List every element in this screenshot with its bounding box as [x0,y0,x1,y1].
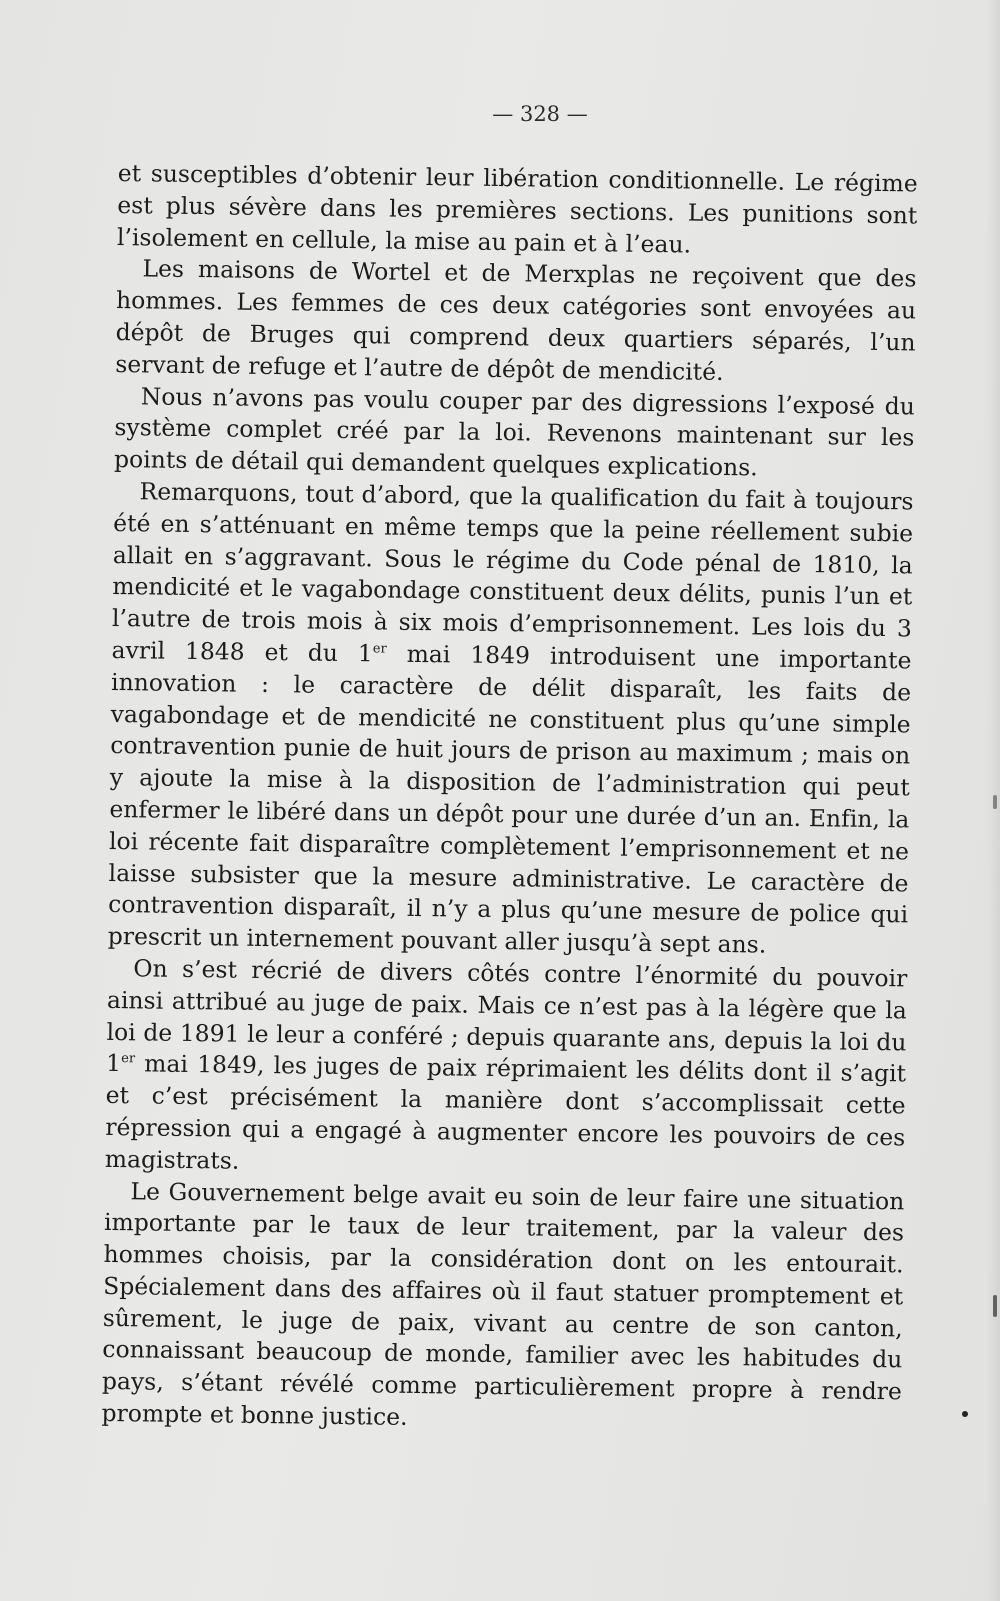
paragraph-2: Les maisons de Wortel et de Merxplas ne reçoivent que des hommes. Les femmes de ces deux catégories sont envoyées au dépôt de Bruges qui comprend deux quartiers séparés, l’un servant de refuge et l’autre de dépôt de mendicité. [115,254,917,386]
paragraph-6: Le Gouvernement belge avait eu soin de leur faire une situation importante par le taux de leur traitement, par la valeur des hommes choisis, par la considération dont on les entourait. Spécialement dans des affaires où il faut statuer promptement et sûrement, le juge de paix, vivant au centre de son canton, connaissant beaucoup de monde, familier avec les habitudes du pays, s’étant révélé comme particulièrement propre à rendre prompte et bonne justice. [101,1176,905,1431]
page-edge-mark [993,1295,997,1317]
ink-speck [962,1411,968,1417]
paragraph-4 [108,476,914,963]
paragraph-5-part-1: On s’est récrié de divers côtés contre l’énormité du pouvoir ainsi attribué au juge de paix. Mais ce n’est pas à la légère que la loi de 1891 le leur a conféré ; depuis quarante ans, depuis la loi du 1 [105,954,908,1078]
paragraph-4-part-2: mai 1849 introduisent une importante innovation : le caractère de délit disparaît, les faits de vagabondage et de mendicité ne constituent plus qu’une simple contravention punie de huit jours de prison au maximum ; mais on y ajoute la mise à la disposition de l’administration qui peut enfermer le libéré dans un dépôt pour une durée d’un an. Enfin, la loi récente fait disparaître complètement l’emprisonnement et ne laisse subsister que la mesure administrative. Le caractère de contravention disparaît, il n’y a plus qu’une mesure de police qui prescrit un internement pouvant aller jusqu’à sept ans. [107,639,912,959]
page-number: — 328 — [492,102,588,126]
superscript-er: er [121,1051,136,1067]
page-edge-mark [993,795,997,809]
paragraph-4-part-1: Remarquons, tout d’abord, que la qualification du fait à toujours été en s’atténuant en même temps que la peine réellement subie allait en s’aggravant. Sous le régime du Code pénal de 1810, la mendicité et le vagabondage constituent deux délits, punis l’un et l’autre de trois mois à six mois d’emprisonnement. Les lois du 3 avril 1848 et du 1 [111,477,914,668]
superscript-er: er [372,641,387,657]
paragraph-5 [105,953,908,1186]
paragraph-1: et susceptibles d’obtenir leur libération conditionnelle. Le régime est plus sévère dans les premières sections. Les punitions sont l’isolement en cellule, la mise au pain et à l’eau. [116,158,918,259]
paragraph-3: Nous n’avons pas voulu couper par des digressions l’exposé du système complet créé par la loi. Revenons maintenant sur les points de détail qui demandent quelques explications. [113,381,916,482]
body-text [101,158,918,1440]
paragraph-5-part-2: mai 1849, les juges de paix réprimaient les délits dont il s’agit et c’est précisément la manière dont s’accomplissait cette répression qui a engagé à augmenter encore les pouvoirs de ces magistrats. [104,1049,907,1175]
